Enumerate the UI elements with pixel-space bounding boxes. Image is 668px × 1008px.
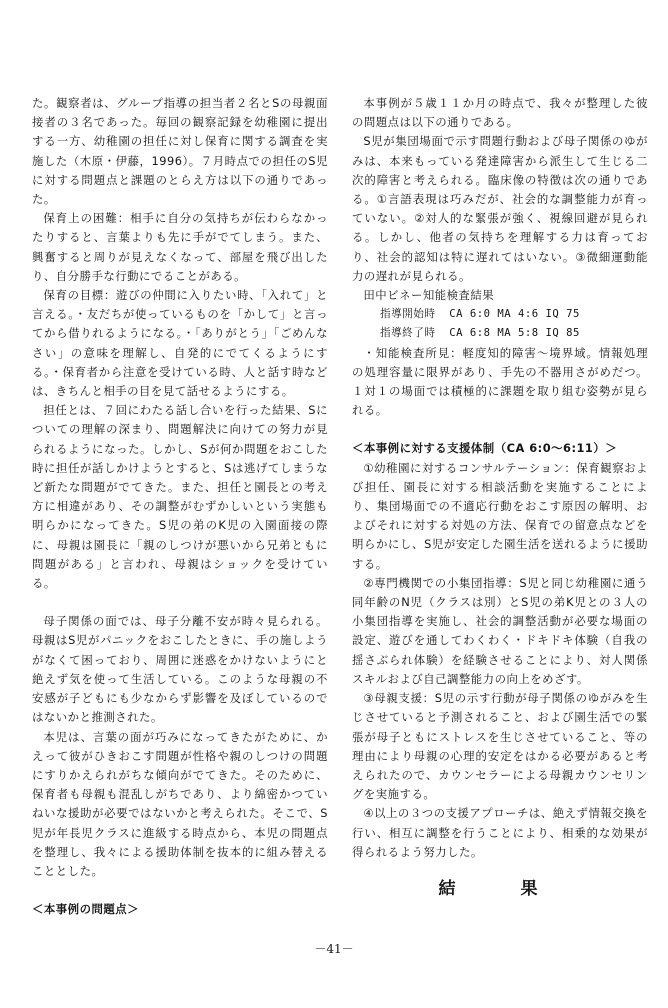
test-title: 田中ビネー知能検査結果 xyxy=(363,288,495,303)
paragraph-childcare-difficulty: 保育上の困難：相手に自分の気持ちが伝わらなかったりすると、言葉よりも先に手がでてしまう。また、興奮すると周りが見えなくなって、部屋を飛び出したり、自分勝手な行動にでることがある。 xyxy=(32,211,328,283)
support-item: ④以上の３つの支援アプローチは、絶えず情報交換を行い、相互に調整を行うことにより、相乗的な効果が得られるよう努力した。 xyxy=(352,806,648,859)
paragraph-problem-intro: 本事例が５歳１１か月の時点で、我々が整理した彼の問題点は以下の通りである。 xyxy=(352,96,648,130)
test-row-values: CA 6:8 MA 5:8 IQ 85 xyxy=(449,327,580,340)
test-row-values: CA 6:0 MA 4:6 IQ 75 xyxy=(449,308,580,321)
paragraph-mother-child: 母子関係の面では、母子分離不安が時々見られる。母親はS児がパニックをおこしたときに、手の施しようがなくて困っており、周囲に迷惑をかけないようにと絶えず気を使って生活している。このような母親の不安感が子どもにも少なからず影響を及ぼしているのではないかと推測された。 xyxy=(32,614,328,725)
section-heading-problems: ＜本事例の問題点＞ xyxy=(32,902,140,917)
spacer xyxy=(32,881,328,900)
spacer xyxy=(32,593,328,612)
paragraph-childcare-goals: 保育の目標：遊びの仲間に入りたい時、「入れて」と言える。・友だちが使っているものを「かして」と言ってから借りれるようになる。・「ありがとう」「ごめんなさい」の意味を理解し、自発的にでてくるようにする。・保育者から注意を受けている時、人と話す時などは、きちんと相手の目を見て話せるようにする。 xyxy=(32,288,328,399)
support-item: ②専門機関での小集団指導：S児と同じ幼稚園に通う同年齢のN児（クラスは別）とS児の弟K児との３人の小集団指導を実施し、社会的調整活動が必要な場面の設定、遊びを通してわくわく・ドキドキ体験（自我の揺さぶられ体験）を経験させることにより、対人関係スキルおよび自己調整能力の向上をめざす。 xyxy=(352,575,648,686)
spacer xyxy=(352,420,648,439)
paragraph-test-findings: ・知能検査所見：軽度知的障害～境界域。情報処理の処理容量に限界があり、手先の不器用さがめだつ。１対１の場面では積極的に課題を取り組む姿勢が見られる。 xyxy=(352,345,648,418)
paragraph-teacher-meetings: 担任とは、７回にわたる話し合いを行った結果、Sについての理解の深まり、問題解決に向けての努力が見られるようになった。しかし、Sが何か問題をおこした時に担任が話しかけようとすると、Sは逃げてしまうなど新たな問題がでてきた。また、担任と園長との考え方に相違があり、その調整がむずかしいという実態も明らかになってきた。S児の弟のK児の入園面接の際に、母親は園長に「親のしつけが悪いから兄弟ともに問題がある」と言われ、母親はショックを受けている。 xyxy=(32,403,328,591)
test-row-label: 指導終了時 xyxy=(380,327,436,340)
page-number: －41－ xyxy=(314,942,354,956)
left-column xyxy=(32,94,328,919)
right-column xyxy=(352,94,648,862)
section-heading-support: ＜本事例に対する支援体制（CA 6:0～6:11）＞ xyxy=(352,441,618,456)
paragraph-clinical-features: S児が集団場面で示す問題行動および母子関係のゆがみは、本来もっている発達障害から派生して生じる二次的障害と考えられる。臨床像の特徴は次の通りである。①言語表現は巧みだが、社会的な調整能力が育っていない。②対人的な緊張が強く、視線回避が見られる。しかし、他者の気持ちを理解する力は育っており、社会的認知は特に遅れてはいない。③微細運動能力の遅れが見られる。 xyxy=(352,134,648,283)
support-item: ③母親支援：S児の示す行動が母子関係のゆがみを生じさせていると予測されること、および園生活での緊張が母子ともにストレスを生じさせていること、等の理由により母親の心理的安定をはかる必要があると考えられたので、カウンセラーによる母親カウンセリングを実施する。 xyxy=(352,691,648,802)
section-heading-results: 結 果 xyxy=(438,879,562,899)
test-row-label: 指導開始時 xyxy=(380,308,436,321)
test-row-end xyxy=(352,324,648,343)
paragraph-support-reorganization: 本児は、言葉の面が巧みになってきたがために、かえって彼がひきおこす問題が性格や親のしつけの問題にすりかえられがちな傾向がでてきた。そのために、保育者も母親も混乱しがちであり、より綿密かつていねいな援助が必要ではないかと考えられた。そこで、S児が年長児クラスに進級する時点から、本児の問題点を整理し、我々による援助体制を抜本的に組み替えることとした。 xyxy=(32,729,328,878)
paragraph-observers: た。観察者は、グループ指導の担当者２名とSの母親面接者の３名であった。毎回の観察記録を幼稚園に提出する一方、幼稚園の担任に対し保育に関する調査を実施した（木原・伊藤，1996）。７月時点での担任のS児に対する問題点と課題のとらえ方は以下の通りであった。 xyxy=(32,96,328,207)
support-item: ①幼稚園に対するコンサルテーション：保育観察および担任、園長に対する相談活動を実施することにより、集団場面での不適応行動をおこす原因の解明、およびそれに対する対処の方法、保育での留意点などを明らかにし、S児が安定した園生活を送れるように援助する。 xyxy=(352,460,648,571)
test-row-start xyxy=(352,305,648,324)
